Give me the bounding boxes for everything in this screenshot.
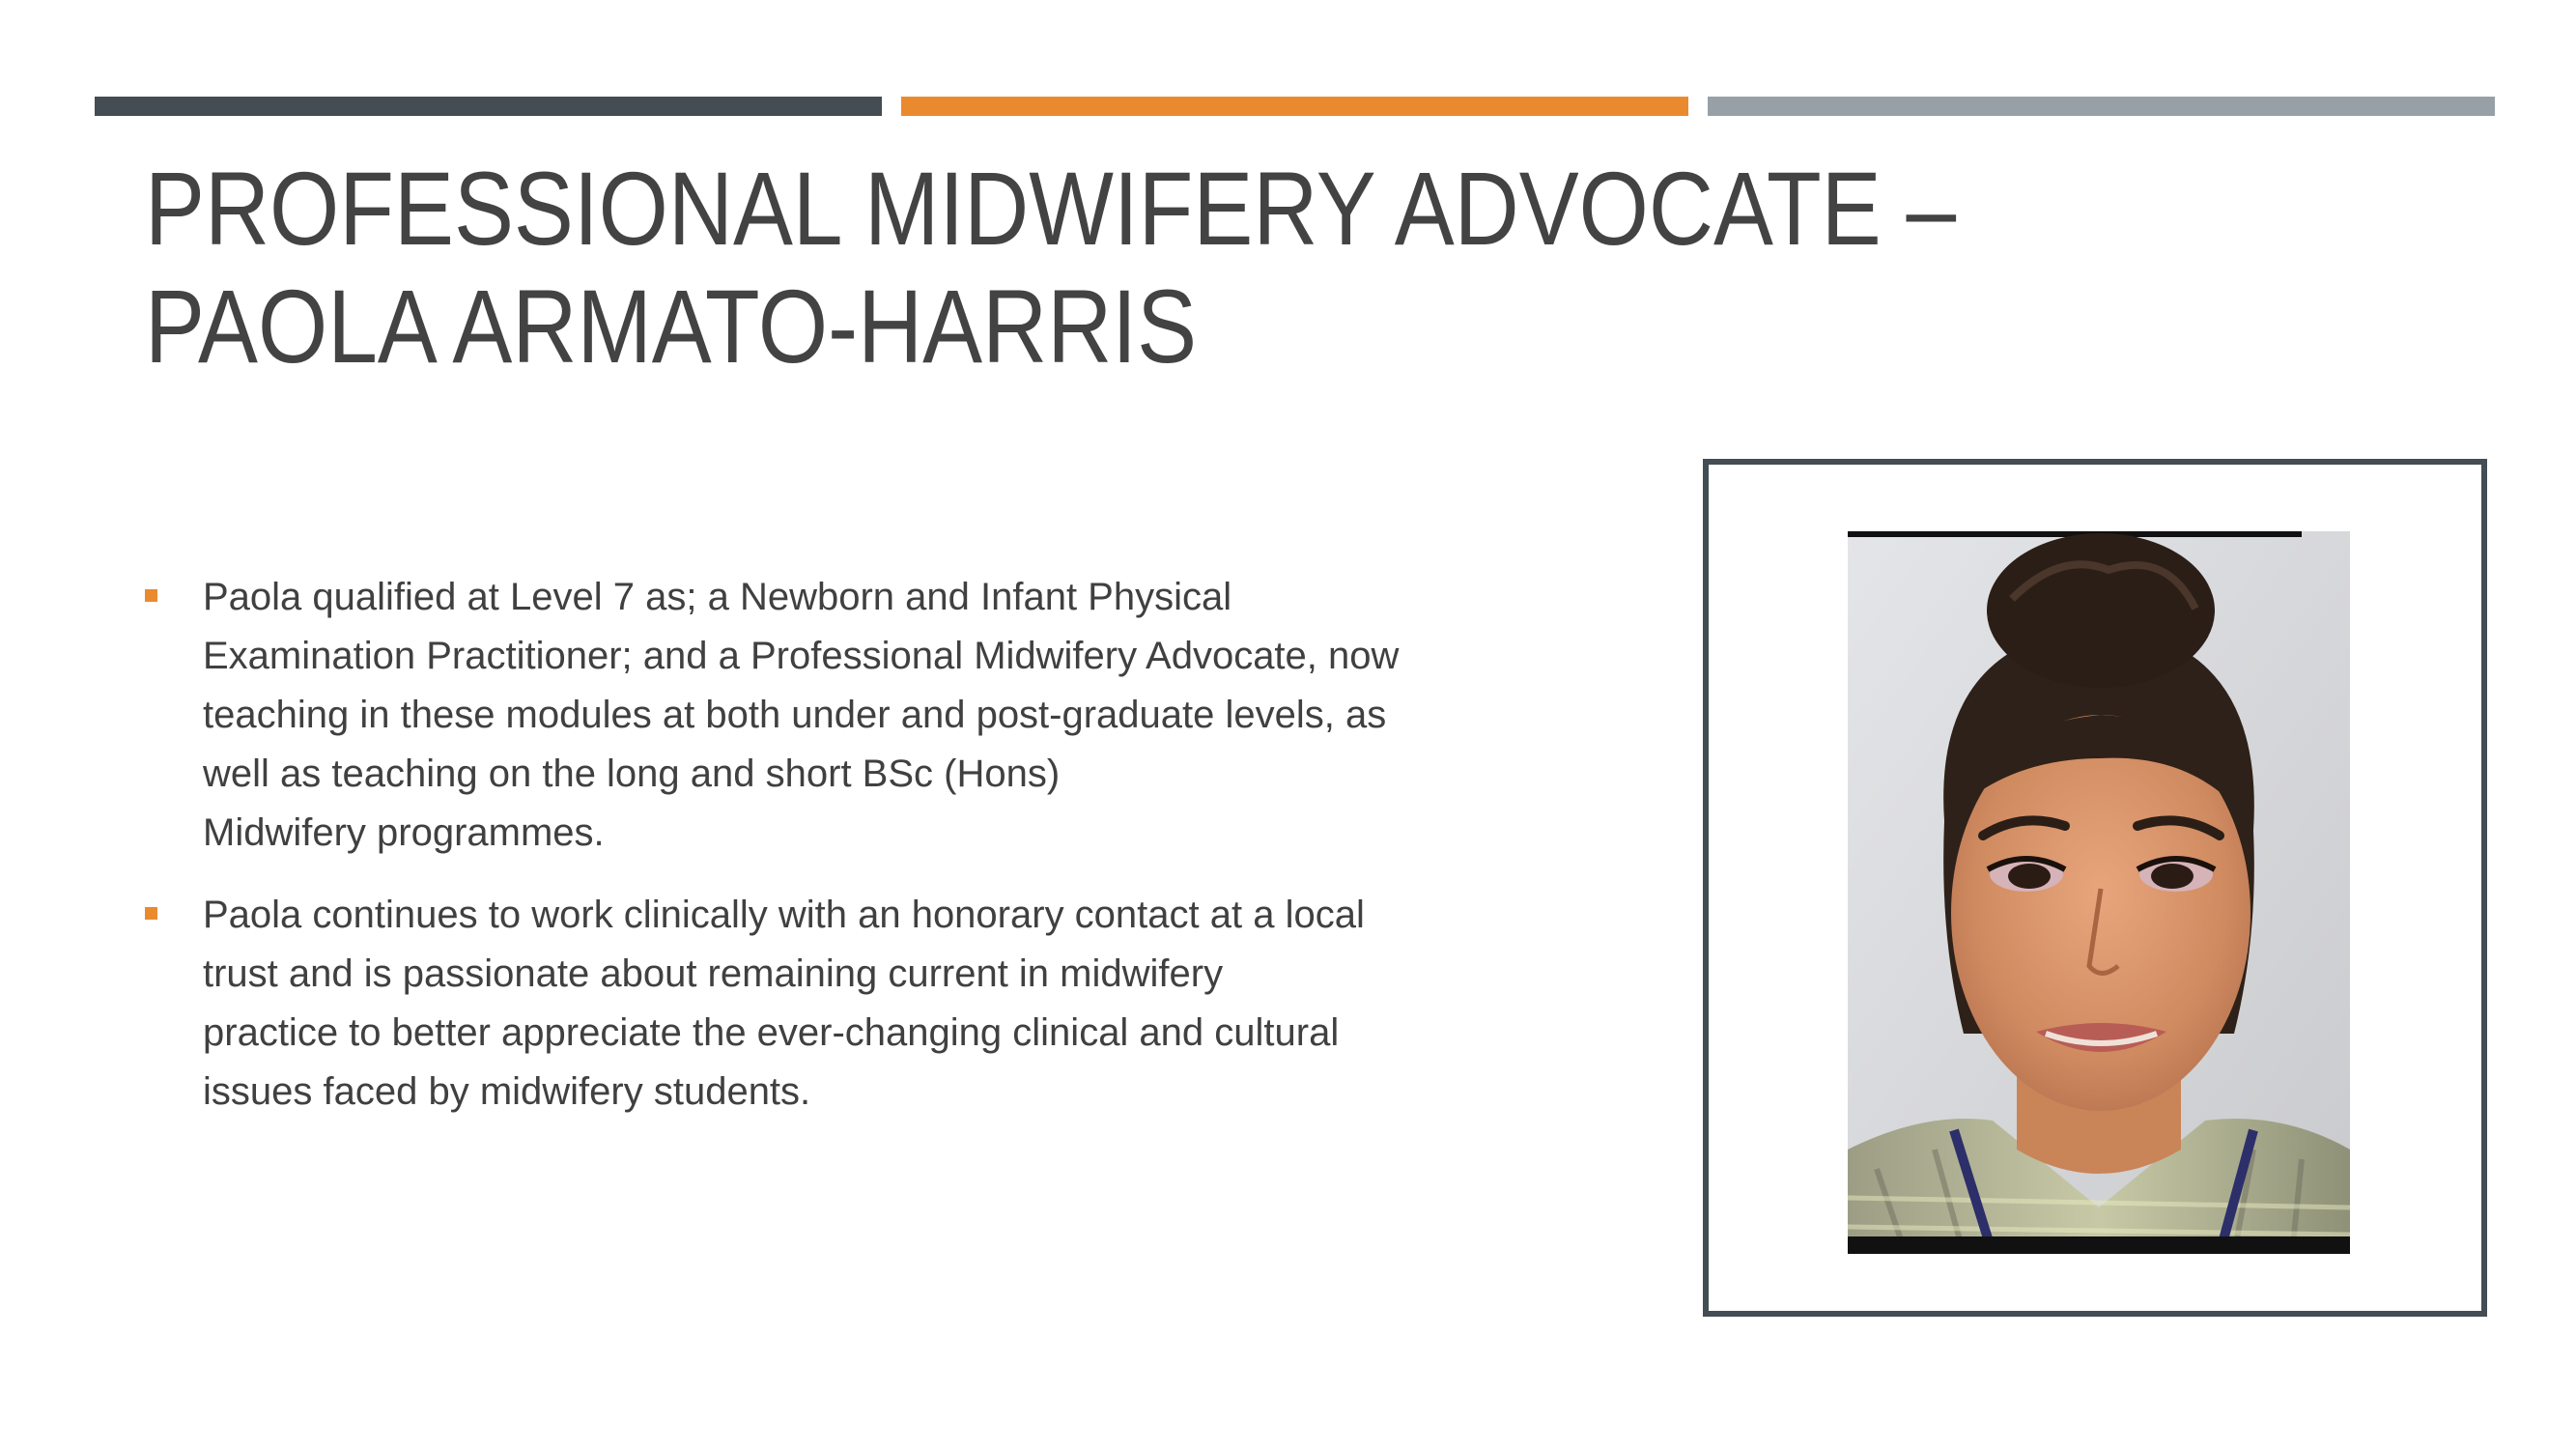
bullet-square-icon: [145, 907, 157, 920]
top-bar-dark: [95, 97, 882, 116]
bullet-text: Paola continues to work clinically with an honorary contact at a local trust and is passionate about remaining current in midwifery practice to better appreciate the ever-changing clinical and cultural issues faced by midwifery students.: [203, 894, 1365, 1113]
photo-frame: [1703, 459, 2487, 1317]
bullet-text: Paola qualified at Level 7 as; a Newborn and Infant Physical Examination Practitioner; and a Professional Midwifery Advocate, now teaching in these modules at both under and post-graduate levels, as well as teaching on the long and short BSc (Hons) Midwifery programmes.: [203, 576, 1400, 854]
bullet-item: [145, 568, 1574, 863]
bullet-item: [145, 886, 1574, 1122]
top-bar-orange: [901, 97, 1688, 116]
portrait-image: [1848, 531, 2350, 1254]
top-bar-gray: [1708, 97, 2495, 116]
slide-title-line-1: PROFESSIONAL MIDWIFERY ADVOCATE –: [145, 150, 1957, 267]
slide-title: [145, 150, 1957, 385]
bullet-square-icon: [145, 589, 157, 602]
bullet-list: [145, 568, 1574, 1145]
slide-title-line-2: PAOLA ARMATO-HARRIS: [145, 268, 1198, 384]
portrait-photo: [1848, 531, 2350, 1254]
